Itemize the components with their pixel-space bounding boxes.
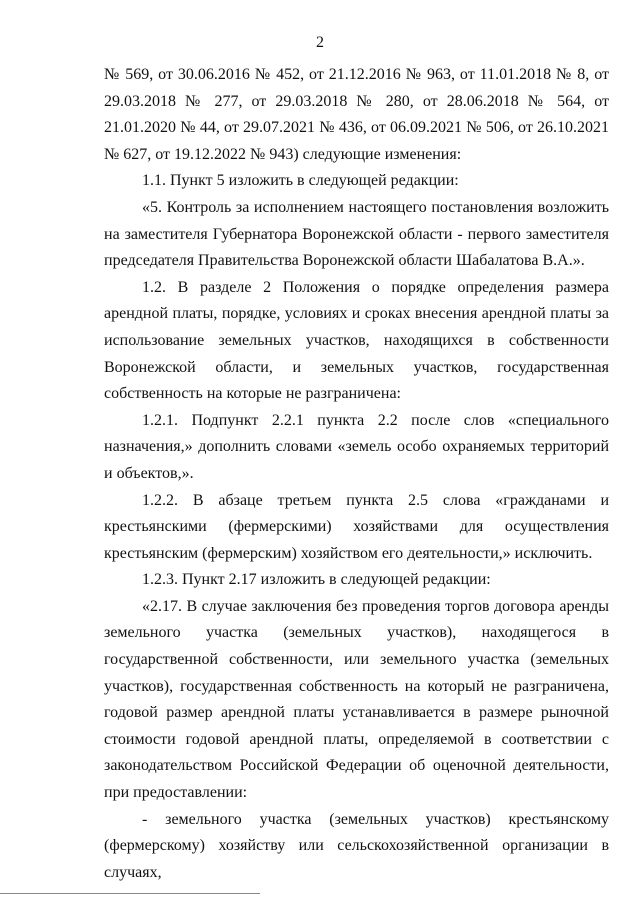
document-body (104, 62, 609, 886)
paragraph-amendments-list: № 569, от 30.06.2016 № 452, от 21.12.2016 № 963, от 11.01.2018 № 8, от 29.03.2018 № 277, от 29.03.2018 № 280, от 28.06.2018 № 564, от 21.01.2020 № 44, от 29.07.2021 № 436, от 06.09.2021 № 506, от 26.10.2021 № 627, от 19.12.2022 № 943) следующие изменения: (104, 66, 609, 163)
list-item-land-plot: - земельного участка (земельных участков) крестьянскому (фермерскому) хозяйству или сельскохозяйственной организации в случаях, (104, 810, 609, 881)
page-bottom-rule (0, 893, 260, 894)
paragraph-2-17-text: «2.17. В случае заключения без проведения торгов договора аренды земельного участка (земельных участков), находящегося в государственной собственности, или земельного участка (земельных участков), государственная собственность на который не разграничена, годовой размер арендной платы устанавливается в размере рыночной стоимости годовой арендной платы, определяемой в соответствии с законодательством Российской Федерации об оценочной деятельности, при предоставлении: (104, 597, 609, 802)
page-number: 2 (316, 34, 324, 51)
paragraph-1-2-2: 1.2.2. В абзаце третьем пункта 2.5 слова «гражданами и крестьянскими (фермерскими) хозяйствами для осуществления крестьянским (фермерским) хозяйством его деятельности,» исключить. (104, 491, 609, 562)
paragraph-1-2-1: 1.2.1. Подпункт 2.2.1 пункта 2.2 после слов «специального назначения,» дополнить словами «земель особо охраняемых территорий и объектов,». (104, 411, 609, 482)
paragraph-1-1: 1.1. Пункт 5 изложить в следующей редакции: (142, 172, 459, 190)
paragraph-point-5-text: «5. Контроль за исполнением настоящего постановления возложить на заместителя Губернатора Воронежской области - первого заместителя председателя Правительства Воронежской области Шабалатова В.А.». (104, 198, 609, 270)
paragraph-1-2-3: 1.2.3. Пункт 2.17 изложить в следующей редакции: (142, 571, 491, 589)
paragraph-1-2: 1.2. В разделе 2 Положения о порядке определения размера арендной платы, порядке, условиях и сроках внесения арендной платы за использование земельных участков, находящихся в собственности Воронежской области, и земельных участков, государственная собственность на которые не разграничена: (104, 278, 609, 403)
